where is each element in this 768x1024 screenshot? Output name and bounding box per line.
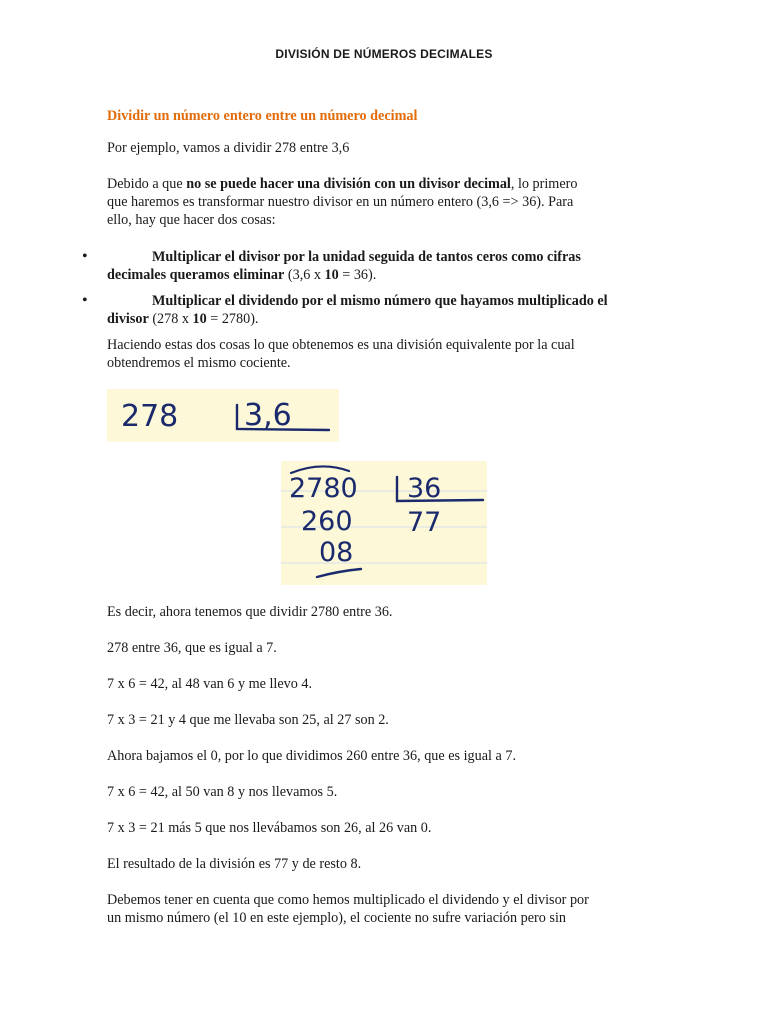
explanation-line-2: 278 entre 36, que es igual a 7. (107, 640, 277, 656)
explanation-line-7: 7 x 3 = 21 más 5 que nos llevábamos son 26, al 26 van 0. (107, 820, 432, 836)
bullet-1-rest-a: (3,6 x (284, 267, 325, 283)
reason-text-post: , lo primero (510, 176, 578, 192)
paragraph-equivalent-line1: Haciendo estas dos cosas lo que obtenemos es una división equivalente por la cual (107, 337, 575, 353)
paragraph-reason-line3: ello, hay que hacer dos cosas: (107, 212, 276, 228)
final-paragraph-line2: un mismo número (el 10 en este ejemplo), el cociente no sufre variación pero sin (107, 910, 566, 926)
figure2-dividend: 2780 (289, 473, 358, 504)
bullet-marker-2: • (82, 292, 88, 309)
paragraph-reason-line2: que haremos es transformar nuestro divisor en un número entero (3,6 => 36). Para (107, 194, 574, 210)
bullet-2-line2 (107, 310, 667, 328)
figure2-partial: 260 (301, 506, 353, 537)
reason-text-bold: no se puede hacer una división con un divisor decimal (186, 176, 511, 192)
paragraph-example: Por ejemplo, vamos a dividir 278 entre 3,6 (107, 140, 350, 156)
reason-text-pre: Debido a que (107, 176, 187, 192)
final-paragraph-line1: Debemos tener en cuenta que como hemos multiplicado el dividendo y el divisor por (107, 892, 589, 908)
figure2-divisor: 36 (407, 473, 442, 504)
handwritten-long-division-image (281, 461, 487, 585)
bullet-2-rest-b: = 2780). (206, 311, 259, 327)
figure1-dividend: 278 (121, 399, 179, 434)
bullet-2-rest-a: (278 x (148, 311, 193, 327)
explanation-line-4: 7 x 3 = 21 y 4 que me llevaba son 25, al 27 son 2. (107, 712, 389, 728)
paragraph-equivalent-line2: obtendremos el mismo cociente. (107, 355, 291, 371)
bullet-1-rest-bold: 10 (324, 267, 339, 283)
paragraph-reason-line1 (107, 175, 667, 193)
bullet-2-line1: Multiplicar el dividendo por el mismo número que hayamos multiplicado el (152, 293, 608, 309)
handwritten-division-setup-image (107, 389, 339, 442)
figure2-remainder: 08 (319, 537, 354, 568)
bullet-2-bold: divisor (107, 311, 149, 327)
figure1-divisor: 3,6 (244, 398, 292, 433)
bullet-1-rest-b: = 36). (338, 267, 377, 283)
document-title: DIVISIÓN DE NÚMEROS DECIMALES (275, 47, 493, 61)
bullet-marker-1: • (82, 248, 88, 265)
explanation-line-1: Es decir, ahora tenemos que dividir 2780 entre 36. (107, 604, 393, 620)
section-heading: Dividir un número entero entre un número decimal (107, 108, 418, 124)
result-line: El resultado de la división es 77 y de resto 8. (107, 856, 362, 872)
bullet-1-line1: Multiplicar el divisor por la unidad seguida de tantos ceros como cifras (152, 249, 581, 265)
figure2-quotient: 77 (407, 507, 442, 538)
bullet-1-bold: decimales queramos eliminar (107, 267, 285, 283)
explanation-line-5: Ahora bajamos el 0, por lo que dividimos 260 entre 36, que es igual a 7. (107, 748, 516, 764)
bullet-2-rest-bold: 10 (192, 311, 207, 327)
explanation-line-6: 7 x 6 = 42, al 50 van 8 y nos llevamos 5. (107, 784, 338, 800)
bullet-1-line2 (107, 266, 667, 284)
explanation-line-3: 7 x 6 = 42, al 48 van 6 y me llevo 4. (107, 676, 313, 692)
